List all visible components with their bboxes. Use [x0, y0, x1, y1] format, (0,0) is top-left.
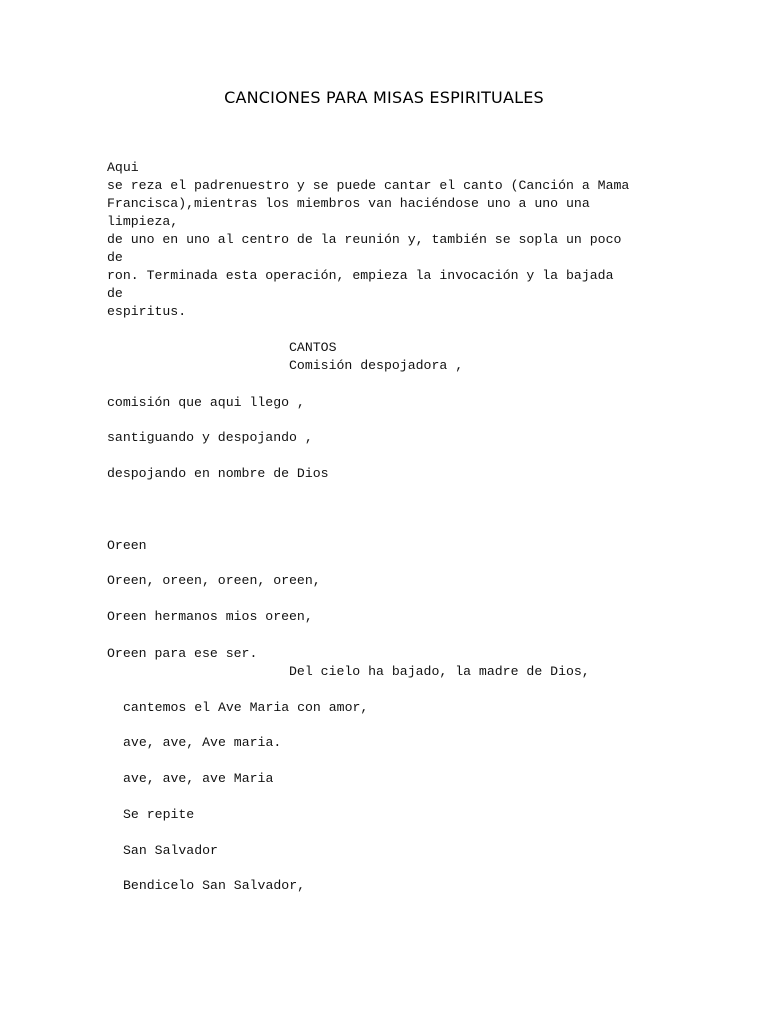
intro-line: ron. Terminada esta operación, empieza la invocación y la bajada [107, 268, 614, 283]
intro-line: de [107, 286, 123, 301]
intro-line: espiritus. [107, 304, 187, 319]
song-line: ave, ave, Ave maria. [123, 735, 282, 750]
cantos-heading: CANTOS [289, 340, 337, 355]
intro-line: se reza el padrenuestro y se puede cantar el canto (Canción a Mama [107, 178, 630, 193]
song-title-ave-maria: Del cielo ha bajado, la madre de Dios, [289, 664, 590, 679]
intro-line: limpieza, [107, 214, 179, 229]
song-title-oreen: Oreen [107, 538, 147, 553]
song-line: comisión que aqui llego , [107, 395, 305, 410]
song-line: Oreen, oreen, oreen, oreen, [107, 573, 321, 588]
document-title: CANCIONES PARA MISAS ESPIRITUALES [224, 88, 544, 107]
song-line: Oreen hermanos mios oreen, [107, 609, 313, 624]
intro-line: Francisca),mientras los miembros van haciéndose uno a uno una [107, 196, 590, 211]
song-line: Oreen para ese ser. [107, 646, 258, 661]
song-line: ave, ave, ave Maria [123, 771, 274, 786]
intro-line: de uno en uno al centro de la reunión y, también se sopla un poco [107, 232, 622, 247]
repeat-note: Se repite [123, 807, 195, 822]
song-line: cantemos el Ave Maria con amor, [123, 700, 369, 715]
song-line: despojando en nombre de Dios [107, 466, 329, 481]
song-title-comision: Comisión despojadora , [289, 358, 464, 373]
song-line: santiguando y despojando , [107, 430, 313, 445]
intro-line: Aqui [107, 160, 139, 175]
intro-line: de [107, 250, 123, 265]
song-line: Bendicelo San Salvador, [123, 878, 306, 893]
song-title-san-salvador: San Salvador [123, 843, 218, 858]
